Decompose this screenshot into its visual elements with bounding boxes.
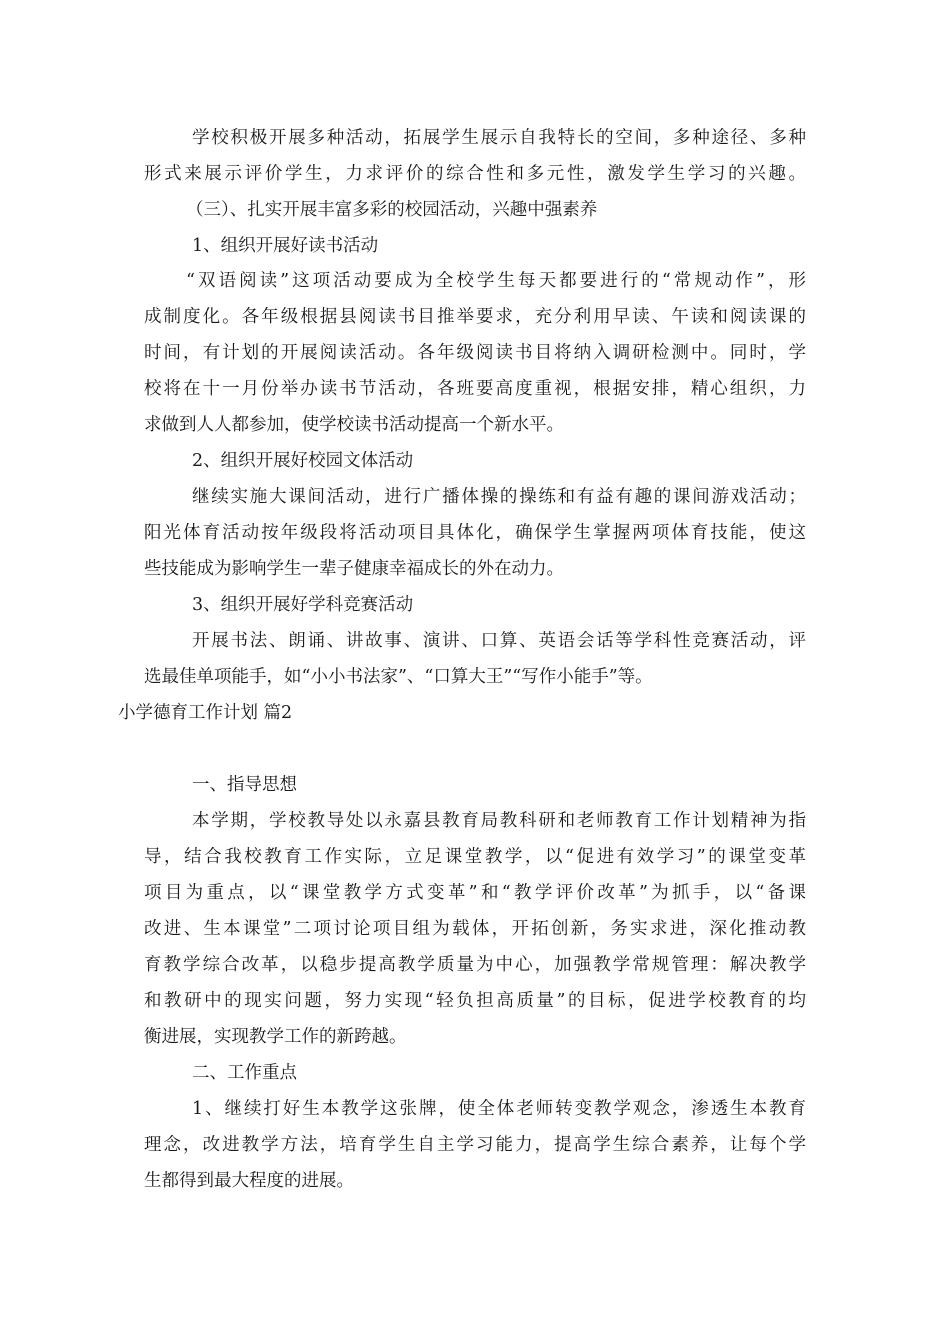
paragraph-line: 些技能成为影响学生一辈子健康幸福成长的外在动力。 — [144, 559, 564, 579]
paragraph-line: 校将在十一月份举办读书节活动，各班要高度重视，根据安排，精心组织，力 — [144, 379, 806, 399]
article-title: 小学德育工作计划 篇2 — [118, 703, 293, 723]
paragraph-line: 1、继续打好生本教学这张牌，使全体老师转变教学观念，渗透生本教育 — [192, 1099, 806, 1119]
paragraph-line: 导，结合我校教育工作实际，立足课堂教学，以“促进有效学习”的课堂变革 — [144, 847, 806, 867]
paragraph-line: 育教学综合改革，以稳步提高教学质量为中心，加强教学常规管理：解决教学 — [144, 955, 806, 975]
paragraph-line: 形式来展示评价学生，力求评价的综合性和多元性，激发学生学习的兴趣。 — [144, 164, 806, 184]
section-heading: （三）、扎实开展丰富多彩的校园活动，兴趣中强素养 — [186, 200, 598, 220]
paragraph-line: 改进、生本课堂”二项讨论项目组为载体，开拓创新，务实求进，深化推动教 — [144, 919, 806, 939]
subsection-heading: 2、组织开展好校园文体活动 — [192, 451, 414, 471]
paragraph-line: 时间，有计划的开展阅读活动。各年级阅读书目将纳入调研检测中。同时，学 — [144, 343, 806, 363]
section-heading: 二、工作重点 — [192, 1063, 297, 1083]
paragraph-line: 继续实施大课间活动，进行广播体操的操练和有益有趣的课间游戏活动； — [192, 487, 806, 507]
paragraph-line: 阳光体育活动按年级段将活动项目具体化，确保学生掌握两项体育技能，使这 — [144, 523, 806, 543]
paragraph-line: 成制度化。各年级根据县阅读书目推举要求，充分利用早读、午读和阅读课的 — [144, 307, 806, 327]
paragraph-line: 项目为重点，以“课堂教学方式变革”和“教学评价改革”为抓手，以“备课 — [144, 883, 806, 903]
subsection-heading: 3、组织开展好学科竞赛活动 — [192, 595, 414, 615]
section-heading: 一、指导思想 — [192, 775, 297, 795]
paragraph-line: “双语阅读”这项活动要成为全校学生每天都要进行的“常规动作”，形 — [186, 271, 806, 291]
subsection-heading: 1、组织开展好读书活动 — [192, 236, 379, 256]
paragraph-line: 学校积极开展多种活动，拓展学生展示自我特长的空间，多种途径、多种 — [192, 128, 806, 148]
paragraph-line: 本学期，学校教导处以永嘉县教育局教科研和老师教育工作计划精神为指 — [192, 811, 806, 831]
paragraph-line: 衡进展，实现教学工作的新跨越。 — [144, 1027, 407, 1047]
paragraph-line: 和教研中的现实问题，努力实现“轻负担高质量”的目标，促进学校教育的均 — [144, 991, 806, 1011]
paragraph-line: 选最佳单项能手，如“小小书法家”、“口算大王”“写作小能手”等。 — [144, 667, 653, 687]
paragraph-line: 求做到人人都参加，使学校读书活动提高一个新水平。 — [144, 415, 564, 435]
paragraph-line: 生都得到最大程度的进展。 — [144, 1171, 354, 1191]
paragraph-line: 理念，改进教学方法，培育学生自主学习能力，提高学生综合素养，让每个学 — [144, 1135, 806, 1155]
paragraph-line: 开展书法、朗诵、讲故事、演讲、口算、英语会话等学科性竞赛活动，评 — [192, 631, 806, 651]
